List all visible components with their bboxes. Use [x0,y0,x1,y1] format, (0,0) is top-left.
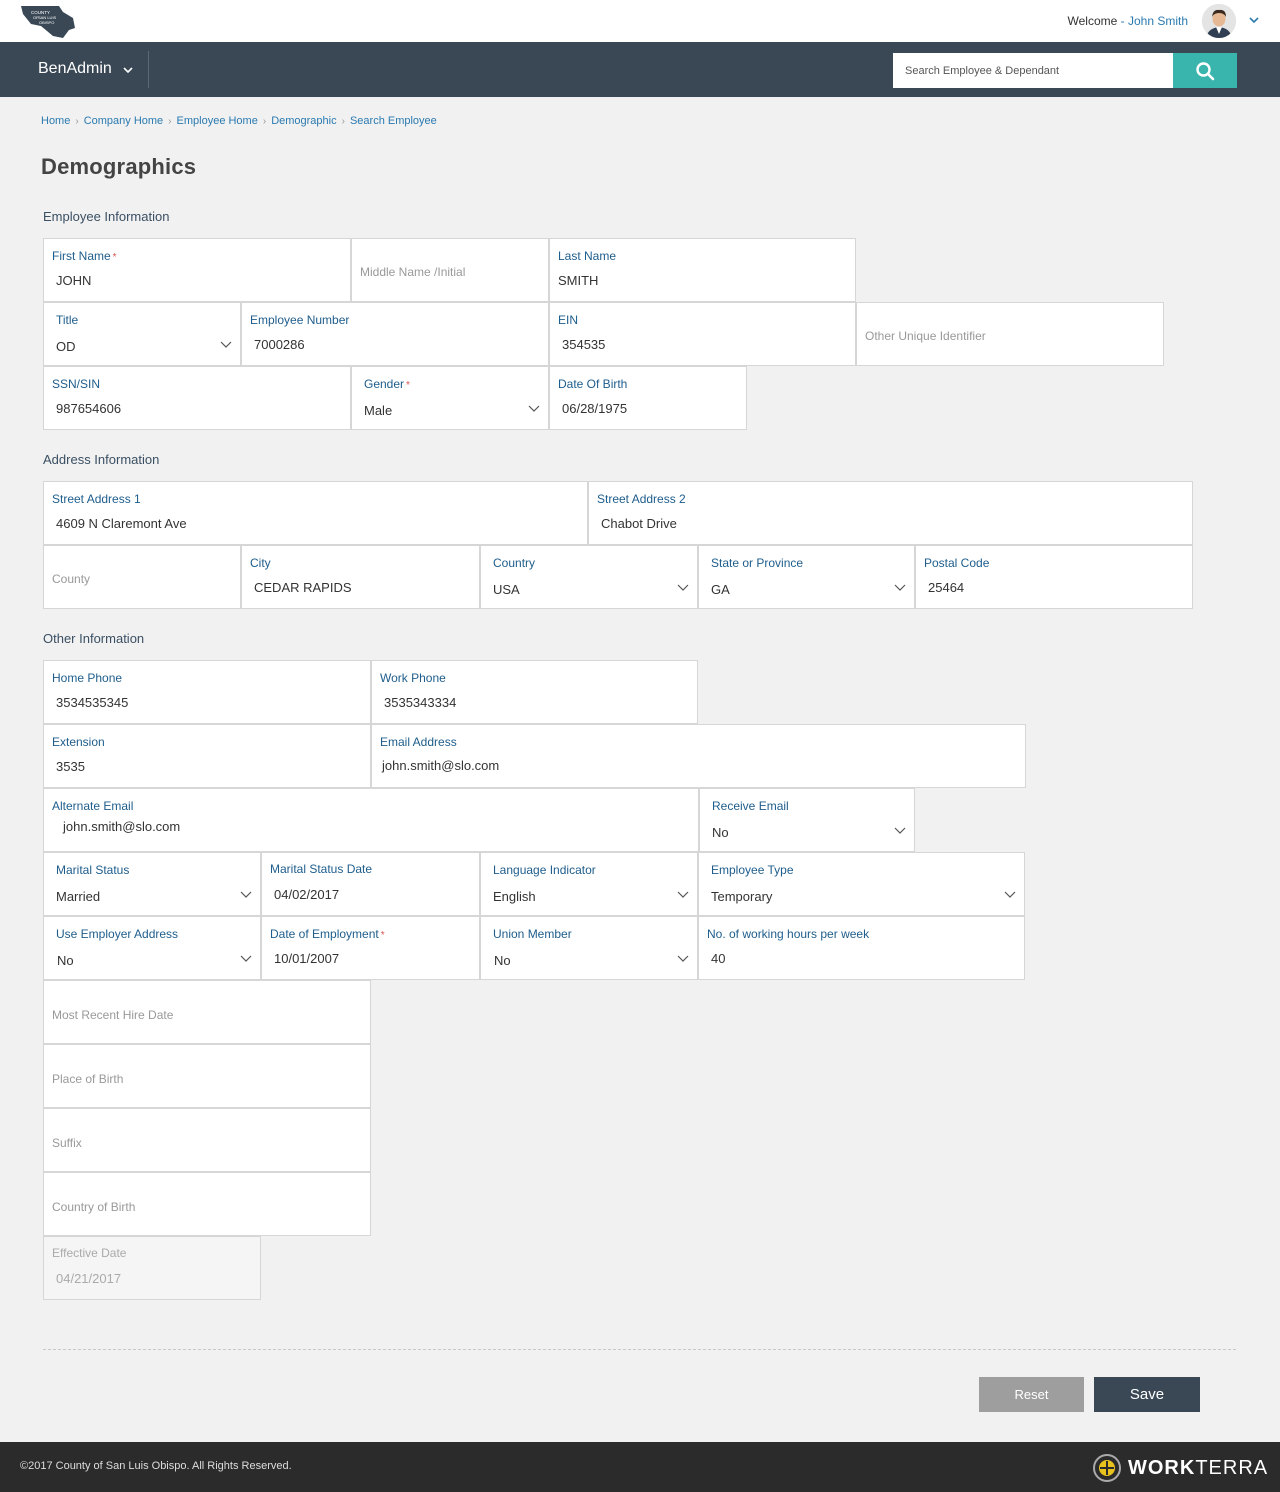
ein-value: 354535 [562,337,606,352]
email-label: Email Address [380,735,457,749]
user-name[interactable]: - John Smith [1120,14,1188,28]
language-label: Language Indicator [493,863,596,877]
ssn-label: SSN/SIN [52,377,101,391]
email-value: john.smith@slo.com [382,758,500,773]
street-address-2-field[interactable] [588,481,1193,545]
receive-email-value: No [712,825,729,840]
save-button[interactable]: Save [1094,1377,1200,1412]
suffix-field[interactable] [43,1108,371,1172]
marital-status-date-field[interactable] [261,852,480,916]
breadcrumb-demographic[interactable]: Demographic [271,115,337,127]
alternate-email-field[interactable] [43,788,699,852]
extension-field[interactable] [43,724,371,788]
title-select[interactable] [43,302,241,366]
ein-label: EIN [558,313,579,327]
home-phone-field[interactable] [43,660,371,724]
logo-line-4: OBISPO [39,20,55,25]
chevron-down-icon [220,341,232,349]
top-bar [0,0,1280,42]
postal-label: Postal Code [924,556,990,570]
ssn-value: 987654606 [56,401,122,416]
country-of-birth-field[interactable] [43,1172,371,1236]
page-title: Demographics [41,154,197,179]
required-mark: * [112,252,117,263]
nav-bar [0,42,1280,97]
marital-status-label: Marital Status [56,863,130,877]
street2-value: Chabot Drive [601,516,677,531]
breadcrumb-separator-icon: › [168,115,172,127]
breadcrumb-company-home[interactable]: Company Home [83,115,164,127]
home-phone-value: 3534535345 [56,695,129,710]
state-select[interactable] [698,545,915,609]
dob-value: 06/28/1975 [562,401,628,416]
middle-name-field[interactable] [351,238,549,302]
breadcrumb-separator-icon: › [341,115,345,127]
county-logo-icon[interactable] [19,4,77,40]
search-button[interactable] [1173,53,1237,88]
chevron-down-icon [894,584,906,592]
welcome-text [1068,14,1189,28]
use-employer-address-value: No [57,953,74,968]
employee-number-field[interactable] [241,302,549,366]
logo-line-3: SAN LUIS [38,15,57,20]
nav-divider [148,51,149,88]
postal-code-field[interactable] [915,545,1193,609]
reset-button[interactable]: Reset [979,1377,1084,1412]
date-of-birth-field[interactable] [549,366,747,430]
title-label: Title [56,313,79,327]
first-name-label: First Name * [52,249,117,263]
employee-number-label: Employee Number [250,313,350,327]
language-value: English [493,889,536,904]
effective-date-value: 04/21/2017 [56,1271,122,1286]
gender-value: Male [364,403,393,418]
chevron-down-icon [1004,891,1016,899]
employee-type-label: Employee Type [711,863,794,877]
extension-value: 3535 [56,759,85,774]
working-hours-field[interactable] [698,916,1025,980]
other-unique-identifier-field[interactable] [856,302,1164,366]
chevron-down-icon [528,405,540,413]
other-uid-placeholder: Other Unique Identifier [865,329,986,343]
city-label: City [250,556,271,570]
workterra-wordmark [1128,1457,1268,1480]
section-title-address: Address Information [43,452,160,467]
section-title-employee: Employee Information [43,209,170,224]
footer [0,1442,1280,1492]
user-avatar-icon [1202,4,1236,38]
working-hours-label: No. of working hours per week [707,927,870,941]
working-hours-value: 40 [711,951,726,966]
alt-email-value: john.smith@slo.com [63,819,181,834]
employee-type-value: Temporary [711,889,773,904]
chevron-down-icon [677,891,689,899]
extension-label: Extension [52,735,105,749]
gender-select[interactable] [351,366,549,430]
city-field[interactable] [241,545,480,609]
effective-date-label: Effective Date [52,1246,127,1260]
marital-status-select[interactable] [43,852,261,916]
date-of-employment-field[interactable] [261,916,480,980]
state-value: GA [711,582,730,597]
email-field[interactable] [371,724,1026,788]
required-mark: * [380,930,385,941]
employee-type-select[interactable] [698,852,1025,916]
title-value: OD [56,339,76,354]
chevron-down-icon [240,891,252,899]
city-value: CEDAR RAPIDS [254,580,352,595]
wordmark-terra: TERRA [1195,1456,1269,1479]
ssn-field[interactable] [43,366,351,430]
chevron-down-icon [240,955,252,963]
chevron-down-icon [677,584,689,592]
middle-name-placeholder: Middle Name /Initial [360,265,466,279]
ein-field[interactable] [549,302,856,366]
form-divider [43,1349,1236,1350]
language-indicator-select[interactable] [480,852,698,916]
country-select[interactable] [480,545,698,609]
wordmark-work: WORK [1128,1456,1196,1479]
marital-date-value: 04/02/2017 [274,887,340,902]
postal-value: 25464 [928,580,965,595]
date-of-employment-label: Date of Employment * [270,927,385,941]
breadcrumb-employee-home[interactable]: Employee Home [176,115,258,127]
last-name-value: SMITH [558,273,599,288]
street1-value: 4609 N Claremont Ave [56,516,187,531]
recent-hire-placeholder: Most Recent Hire Date [52,1008,174,1022]
work-phone-label: Work Phone [380,671,446,685]
marital-status-value: Married [56,889,101,904]
logo-line-1: COUNTY [31,10,50,15]
last-name-label: Last Name [558,249,617,263]
chevron-down-icon[interactable] [122,64,134,76]
street-address-1-field[interactable] [43,481,588,545]
welcome-label: Welcome [1067,14,1118,28]
use-employer-address-label: Use Employer Address [56,927,179,941]
country-label: Country [493,556,536,570]
logo-line-2: OF [33,15,39,20]
chevron-down-icon [677,955,689,963]
copyright-text: ©2017 County of San Luis Obispo. All Rights Reserved. [20,1460,292,1472]
workterra-logo-icon [1092,1453,1122,1483]
union-member-label: Union Member [493,927,572,941]
country-of-birth-placeholder: Country of Birth [52,1200,136,1214]
search-input[interactable] [893,53,1173,88]
home-phone-label: Home Phone [52,671,123,685]
union-member-value: No [494,953,511,968]
employee-number-value: 7000286 [254,337,305,352]
breadcrumb-separator-icon: › [75,115,79,127]
avatar[interactable] [1202,4,1236,38]
place-of-birth-placeholder: Place of Birth [52,1072,124,1086]
breadcrumb [41,115,437,127]
street2-label: Street Address 2 [597,492,686,506]
receive-email-label: Receive Email [712,799,789,813]
suffix-placeholder: Suffix [52,1136,82,1150]
breadcrumb-search-employee[interactable]: Search Employee [349,115,437,127]
breadcrumb-separator-icon: › [262,115,267,127]
required-mark: * [406,380,410,391]
work-phone-field[interactable] [371,660,698,724]
effective-date-field [43,1236,261,1300]
breadcrumb-home[interactable]: Home [41,115,71,127]
first-name-value: JOHN [56,273,92,288]
search-icon [1195,61,1215,81]
receive-email-select[interactable] [699,788,915,852]
most-recent-hire-date-field[interactable] [43,980,371,1044]
country-value: USA [493,582,520,597]
date-of-employment-value: 10/01/2007 [274,951,340,966]
state-label: State or Province [711,556,804,570]
dob-label: Date Of Birth [558,377,628,391]
chevron-down-icon[interactable] [1248,14,1260,26]
gender-label: Gender * [364,377,410,391]
workterra-logo [1092,1452,1268,1484]
county-placeholder: County [52,572,91,586]
work-phone-value: 3535343334 [384,695,457,710]
use-employer-address-select[interactable] [43,916,261,980]
app-menu-label[interactable]: BenAdmin [38,60,112,77]
place-of-birth-field[interactable] [43,1044,371,1108]
street1-label: Street Address 1 [52,492,141,506]
last-name-field[interactable] [549,238,856,302]
union-member-select[interactable] [480,916,698,980]
chevron-down-icon [894,827,906,835]
marital-date-label: Marital Status Date [270,862,373,876]
section-title-other: Other Information [43,631,145,646]
county-field[interactable] [43,545,241,609]
alt-email-label: Alternate Email [52,799,134,813]
first-name-field[interactable] [43,238,351,302]
